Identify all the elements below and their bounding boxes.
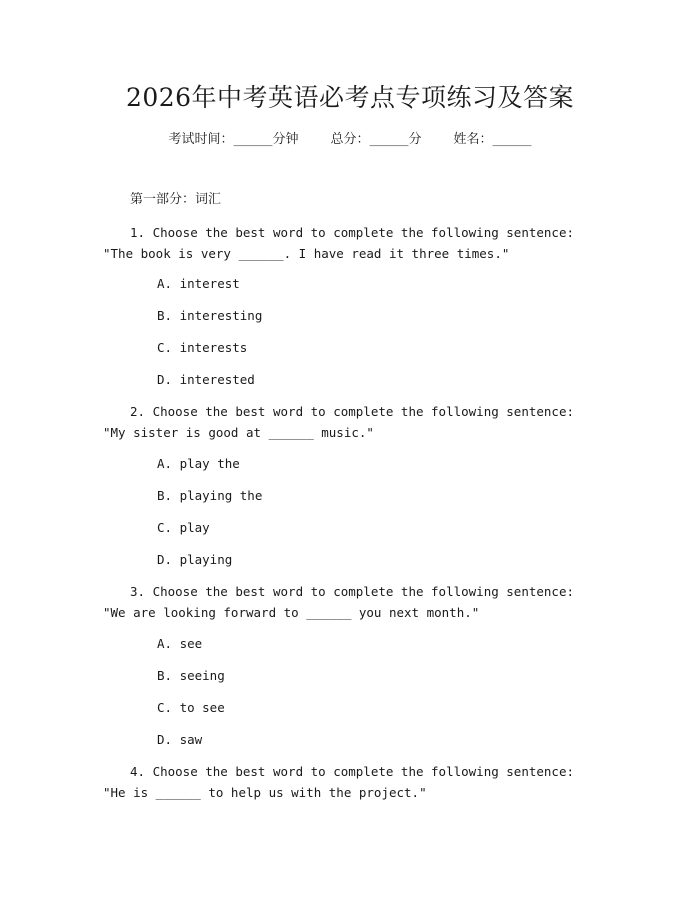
answer-option: D. playing	[157, 552, 233, 567]
answer-option: B. interesting	[157, 308, 263, 323]
answer-option: A. play the	[157, 456, 240, 471]
answer-option: B. seeing	[157, 668, 225, 683]
question-text: 3. Choose the best word to complete the following sentence: "We are looking forward to ______ you next month."	[103, 584, 575, 620]
section-heading: 第一部分：词汇	[130, 192, 222, 207]
question-text: 4. Choose the best word to complete the following sentence: "He is ______ to help us with the project."	[103, 764, 575, 800]
exam-time-field: 考试时间：______分钟	[168, 132, 299, 147]
question-text: 2. Choose the best word to complete the following sentence: "My sister is good at ______ music."	[103, 404, 575, 440]
name-field: 姓名：______	[453, 132, 532, 147]
answer-option: C. play	[157, 520, 210, 535]
answer-option: A. see	[157, 636, 203, 651]
document-title: 2026年中考英语必考点专项练习及答案	[125, 83, 575, 112]
answer-option: A. interest	[157, 276, 240, 291]
question-text: 1. Choose the best word to complete the following sentence: "The book is very ______. I have read it three times."	[103, 225, 575, 261]
exam-meta	[0, 130, 700, 150]
answer-option: B. playing the	[157, 488, 263, 503]
total-score-field: 总分：______分	[330, 132, 422, 147]
answer-option: C. to see	[157, 700, 225, 715]
answer-option: D. interested	[157, 372, 255, 387]
answer-option: D. saw	[157, 732, 203, 747]
answer-option: C. interests	[157, 340, 248, 355]
